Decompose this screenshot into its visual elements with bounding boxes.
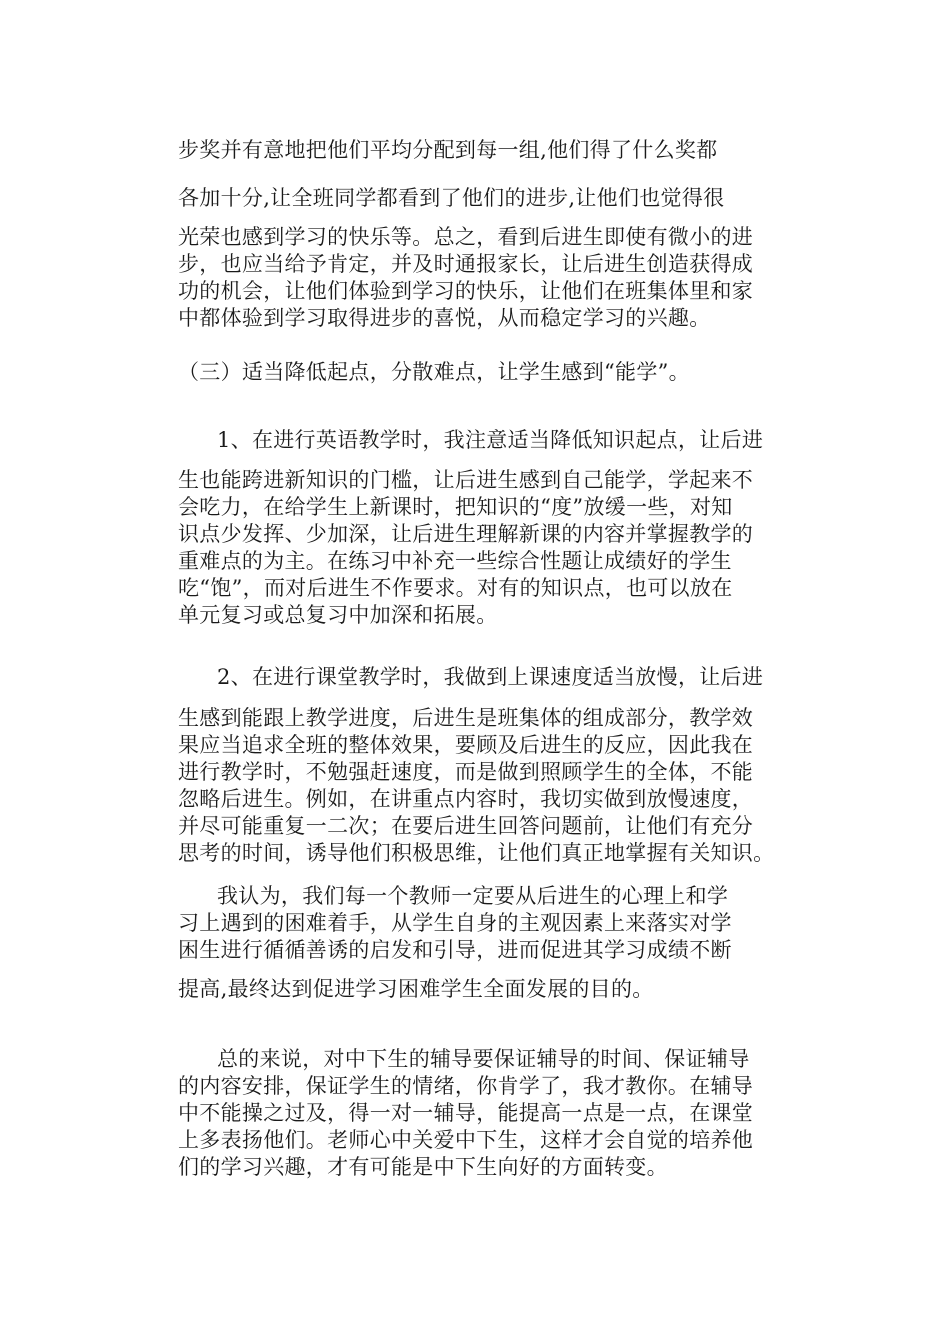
paragraph-1-line-4: 步，也应当给予肯定，并及时通报家长，让后进生创造获得成 — [178, 252, 754, 276]
paragraph-5-line-4: 上多表扬他们。老师心中关爱中下生，这样才会自觉的培养他 — [178, 1128, 754, 1152]
paragraph-1-line-3: 光荣也感到学习的快乐等。总之，看到后进生即使有微小的进 — [178, 225, 754, 249]
paragraph-3-line-5: 忽略后进生。例如，在讲重点内容时，我切实做到放慢速度， — [178, 787, 754, 811]
paragraph-5-line-3: 中不能操之过及，得一对一辅导，能提高一点是一点，在课堂 — [178, 1101, 754, 1125]
paragraph-3-line-2: 生感到能跟上教学进度，后进生是班集体的组成部分，教学效 — [178, 706, 754, 730]
paragraph-5-line-5: 们的学习兴趣，才有可能是中下生向好的方面转变。 — [178, 1155, 668, 1179]
paragraph-5-line-2: 的内容安排，保证学生的情绪，你肯学了，我才教你。在辅导 — [178, 1074, 754, 1098]
paragraph-1-line-5: 功的机会，让他们体验到学习的快乐，让他们在班集体里和家 — [178, 279, 754, 303]
paragraph-5-line-1: 总的来说，对中下生的辅导要保证辅导的时间、保证辅导 — [217, 1047, 750, 1071]
paragraph-1-line-2: 各加十分,让全班同学都看到了他们的进步,让他们也觉得很 — [178, 186, 725, 210]
paragraph-3-line-7: 思考的时间，诱导他们积极思维，让他们真正地掌握有关知识。 — [178, 841, 775, 865]
paragraph-4-line-3: 困生进行循循善诱的启发和引导，进而促进其学习成绩不断 — [178, 938, 732, 962]
paragraph-4-line-4: 提高,最终达到促进学习困难学生全面发展的目的。 — [178, 977, 654, 1001]
section-heading-3: （三）适当降低起点，分散难点，让学生感到“能学”。 — [178, 360, 690, 384]
paragraph-1-line-1: 步奖并有意地把他们平均分配到每一组,他们得了什么奖都 — [178, 138, 718, 162]
paragraph-3-line-4: 进行教学时，不勉强赶速度，而是做到照顾学生的全体，不能 — [178, 760, 754, 784]
paragraph-2-line-6: 吃“饱”，而对后进生不作要求。对有的知识点，也可以放在 — [178, 576, 733, 600]
paragraph-4-line-2: 习上遇到的困难着手，从学生自身的主观因素上来落实对学 — [178, 911, 732, 935]
paragraph-3-line-1: 2、在进行课堂教学时，我做到上课速度适当放慢，让后进 — [217, 665, 764, 689]
paragraph-3-line-3: 果应当追求全班的整体效果，要顾及后进生的反应，因此我在 — [178, 733, 754, 757]
paragraph-2-line-5: 重难点的为主。在练习中补充一些综合性题让成绩好的学生 — [178, 549, 732, 573]
paragraph-1-line-6: 中都体验到学习取得进步的喜悦，从而稳定学习的兴趣。 — [178, 306, 711, 330]
paragraph-2-line-4: 识点少发挥、少加深，让后进生理解新课的内容并掌握教学的 — [178, 522, 754, 546]
paragraph-2-line-3: 会吃力，在给学生上新课时，把知识的“度”放缓一些，对知 — [178, 495, 733, 519]
paragraph-3-line-6: 并尽可能重复一二次；在要后进生回答问题前，让他们有充分 — [178, 814, 754, 838]
paragraph-2-line-7: 单元复习或总复习中加深和拓展。 — [178, 603, 498, 627]
paragraph-2-line-1: 1、在进行英语教学时，我注意适当降低知识起点，让后进 — [217, 428, 764, 452]
paragraph-4-line-1: 我认为，我们每一个教师一定要从后进生的心理上和学 — [217, 884, 729, 908]
paragraph-2-line-2: 生也能跨进新知识的门槛，让后进生感到自己能学，学起来不 — [178, 468, 754, 492]
